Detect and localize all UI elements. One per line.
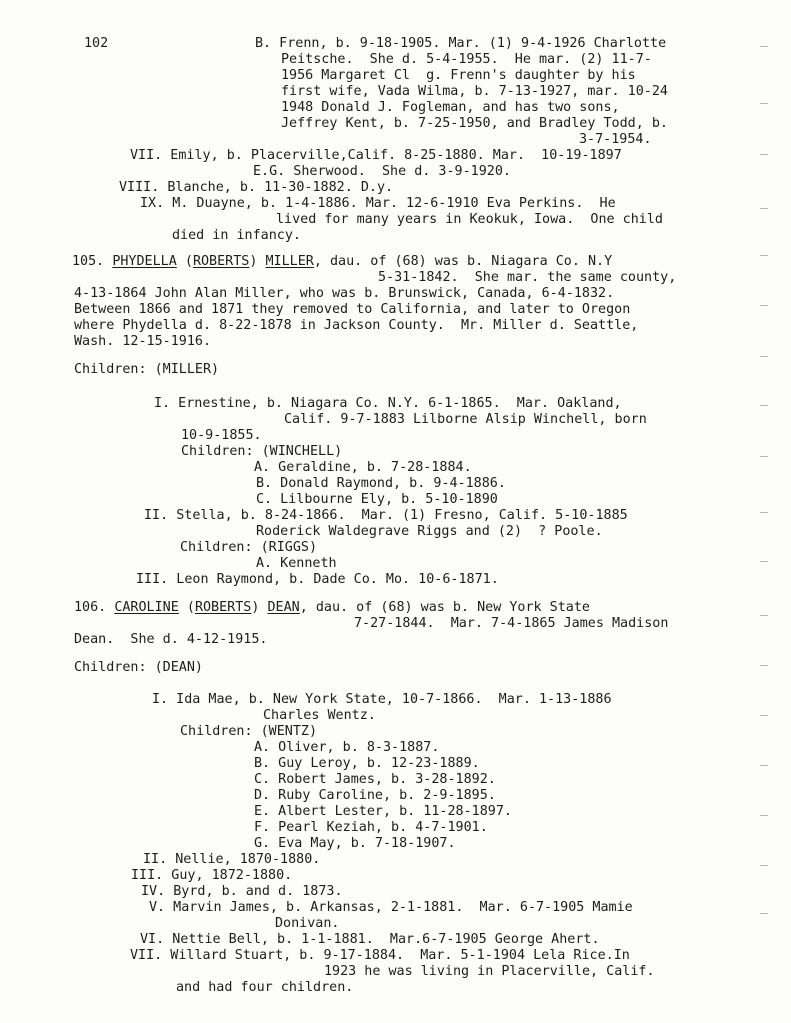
text-line (74, 286, 614, 302)
text-line (254, 756, 480, 772)
line-segment: B. Frenn, b. 9-18-1905. Mar. (1) 9-4-1926 Charlotte (255, 36, 667, 51)
text-line (131, 868, 292, 884)
text-line (152, 692, 612, 708)
line-segment: A. Oliver, b. 8-3-1887. (254, 740, 440, 755)
line-segment: 10-9-1855. (181, 428, 262, 443)
margin-mark (760, 615, 768, 616)
text-line (74, 334, 211, 350)
text-line (254, 820, 488, 836)
line-segment: IV. Byrd, b. and d. 1873. (141, 884, 343, 899)
line-segment: III. Leon Raymond, b. Dade Co. Mo. 10-6-1871. (136, 572, 499, 587)
text-line (263, 708, 376, 724)
text-line (130, 948, 630, 964)
line-segment: Children: (WINCHELL) (181, 444, 343, 459)
text-line (256, 524, 603, 540)
line-segment: Children: (RIGGS) (180, 540, 318, 555)
line-segment: 105. (72, 254, 113, 269)
underlined-name: CAROLINE (114, 600, 179, 615)
text-line (281, 100, 620, 116)
text-line (140, 196, 616, 212)
text-line (149, 900, 633, 916)
text-line (119, 180, 393, 196)
line-segment: IX. M. Duayne, b. 1-4-1886. Mar. 12-6-1910 Eva Perkins. He (140, 196, 616, 211)
line-segment: C. Robert James, b. 3-28-1892. (254, 772, 496, 787)
text-line (256, 476, 506, 492)
line-segment: Roderick Waldegrave Riggs and (2) ? Poole. (256, 524, 603, 539)
text-line (254, 460, 472, 476)
margin-mark (760, 815, 768, 816)
text-line (72, 254, 612, 270)
margin-mark (760, 103, 768, 104)
text-line (354, 616, 668, 632)
line-segment: Children: (MILLER) (74, 362, 220, 377)
underlined-name: MILLER (265, 254, 314, 269)
text-line (172, 228, 301, 244)
margin-mark (760, 405, 768, 406)
line-segment: G. Eva May, b. 7-18-1907. (254, 836, 456, 851)
margin-mark (760, 561, 768, 562)
line-segment: first wife, Vada Wilma, b. 7-13-1927, mar. 10-24 (281, 84, 668, 99)
text-line (136, 572, 499, 588)
text-line (284, 412, 647, 428)
line-segment: 1923 he was living in Placerville, Calif. (324, 964, 655, 979)
margin-mark (760, 208, 768, 209)
line-segment: 106. (74, 600, 115, 615)
text-line (143, 852, 320, 868)
line-segment: 1956 Margaret Cl g. Frenn's daughter by his (281, 68, 636, 83)
line-segment: C. Lilbourne Ely, b. 5-10-1890 (256, 492, 498, 507)
line-segment: E.G. Sherwood. She d. 3-9-1920. (253, 164, 511, 179)
line-segment: 4-13-1864 John Alan Miller, who was b. Brunswick, Canada, 6-4-1832. (74, 286, 615, 301)
line-segment: VIII. Blanche, b. 11-30-1882. D.y. (119, 180, 394, 195)
line-segment: Children: (WENTZ) (180, 724, 318, 739)
text-line (181, 428, 262, 444)
line-segment: I. Ida Mae, b. New York State, 10-7-1866. Mar. 1-13-1886 (152, 692, 612, 707)
text-line (276, 212, 663, 228)
text-line (181, 444, 342, 460)
underlined-name: ROBERTS (194, 600, 252, 615)
text-line (74, 318, 638, 334)
line-segment: ( (178, 600, 195, 615)
text-line (253, 164, 511, 180)
underlined-name: DEAN (267, 600, 300, 615)
line-segment: A. Geraldine, b. 7-28-1884. (254, 460, 472, 475)
underlined-name: PHYDELLA (112, 254, 177, 269)
text-line (281, 84, 668, 100)
margin-mark (760, 305, 768, 306)
text-line (180, 724, 317, 740)
text-line (74, 632, 267, 648)
text-line (579, 132, 652, 148)
text-line (254, 836, 456, 852)
text-line (154, 396, 622, 412)
text-line (140, 932, 600, 948)
text-line (281, 68, 636, 84)
line-segment: D. Ruby Caroline, b. 2-9-1895. (254, 788, 496, 803)
line-segment: 7-27-1844. Mar. 7-4-1865 James Madison (354, 616, 669, 631)
margin-mark (760, 765, 768, 766)
line-segment: VI. Nettie Bell, b. 1-1-1881. Mar.6-7-1905 George Ahert. (140, 932, 600, 947)
text-line (141, 884, 343, 900)
line-segment: ( (176, 254, 193, 269)
text-line (254, 788, 496, 804)
margin-mark (760, 665, 768, 666)
line-segment: ) (251, 600, 268, 615)
margin-mark (760, 913, 768, 914)
line-segment: Peitsche. She d. 5-4-1955. He mar. (2) 11-7- (281, 52, 652, 67)
text-line (275, 916, 340, 932)
page-number: 102 (84, 36, 109, 51)
text-line (74, 362, 219, 378)
line-segment: VII. Willard Stuart, b. 9-17-1884. Mar. 5-1-1904 Lela Rice.In (130, 948, 630, 963)
text-line (256, 556, 337, 572)
margin-mark (760, 255, 768, 256)
margin-mark (760, 715, 768, 716)
line-segment: F. Pearl Keziah, b. 4-7-1901. (254, 820, 488, 835)
line-segment: 5-31-1842. She mar. the same county, (378, 270, 677, 285)
margin-mark (760, 865, 768, 866)
line-segment: E. Albert Lester, b. 11-28-1897. (254, 804, 512, 819)
text-line (281, 116, 668, 132)
line-segment: III. Guy, 1872-1880. (131, 868, 293, 883)
line-segment: A. Kenneth (256, 556, 337, 571)
line-segment: 3-7-1954. (579, 132, 652, 147)
line-segment: and had four children. (176, 980, 354, 995)
margin-mark (760, 456, 768, 457)
line-segment: II. Stella, b. 8-24-1866. Mar. (1) Fresno, Calif. 5-10-1885 (144, 508, 628, 523)
margin-mark (760, 46, 768, 47)
text-line (281, 52, 652, 68)
line-segment: VII. Emily, b. Placerville,Calif. 8-25-1880. Mar. 10-19-1897 (130, 148, 622, 163)
text-line (254, 772, 496, 788)
line-segment: lived for many years in Keokuk, Iowa. One child (276, 212, 663, 227)
text-line (254, 804, 512, 820)
line-segment: Calif. 9-7-1883 Lilborne Alsip Winchell, born (284, 412, 647, 427)
text-line (378, 270, 676, 286)
line-segment: V. Marvin James, b. Arkansas, 2-1-1881. Mar. 6-7-1905 Mamie (149, 900, 633, 915)
text-line (324, 964, 655, 980)
line-segment: B. Guy Leroy, b. 12-23-1889. (254, 756, 480, 771)
text-line (144, 508, 628, 524)
line-segment: Dean. She d. 4-12-1915. (74, 632, 268, 647)
line-segment: Between 1866 and 1871 they removed to California, and later to Oregon (74, 302, 631, 317)
text-line (74, 600, 590, 616)
margin-mark (760, 356, 768, 357)
text-line (130, 148, 622, 164)
line-segment: where Phydella d. 8-22-1878 in Jackson County. Mr. Miller d. Seattle, (74, 318, 639, 333)
text-line (180, 540, 317, 556)
text-line (255, 36, 666, 52)
margin-mark (760, 512, 768, 513)
margin-mark (760, 154, 768, 155)
line-segment: died in infancy. (172, 228, 301, 243)
line-segment: II. Nellie, 1870-1880. (143, 852, 321, 867)
line-segment: B. Donald Raymond, b. 9-4-1886. (256, 476, 506, 491)
line-segment: Wash. 12-15-1916. (74, 334, 212, 349)
text-line (74, 660, 203, 676)
text-line (256, 492, 498, 508)
line-segment: I. Ernestine, b. Niagara Co. N.Y. 6-1-1865. Mar. Oakland, (154, 396, 622, 411)
text-line (176, 980, 353, 996)
text-line (74, 302, 630, 318)
line-segment: , dau. of (68) was b. New York State (299, 600, 590, 615)
line-segment: Jeffrey Kent, b. 7-25-1950, and Bradley Todd, b. (281, 116, 668, 131)
line-segment: Donivan. (275, 916, 340, 931)
underlined-name: ROBERTS (192, 254, 250, 269)
text-line (254, 740, 439, 756)
line-segment: Children: (DEAN) (74, 660, 203, 675)
line-segment: 1948 Donald J. Fogleman, and has two sons, (281, 100, 620, 115)
line-segment: , dau. of (68) was b. Niagara Co. N.Y (313, 254, 613, 269)
line-segment: ) (249, 254, 266, 269)
line-segment: Charles Wentz. (263, 708, 376, 723)
